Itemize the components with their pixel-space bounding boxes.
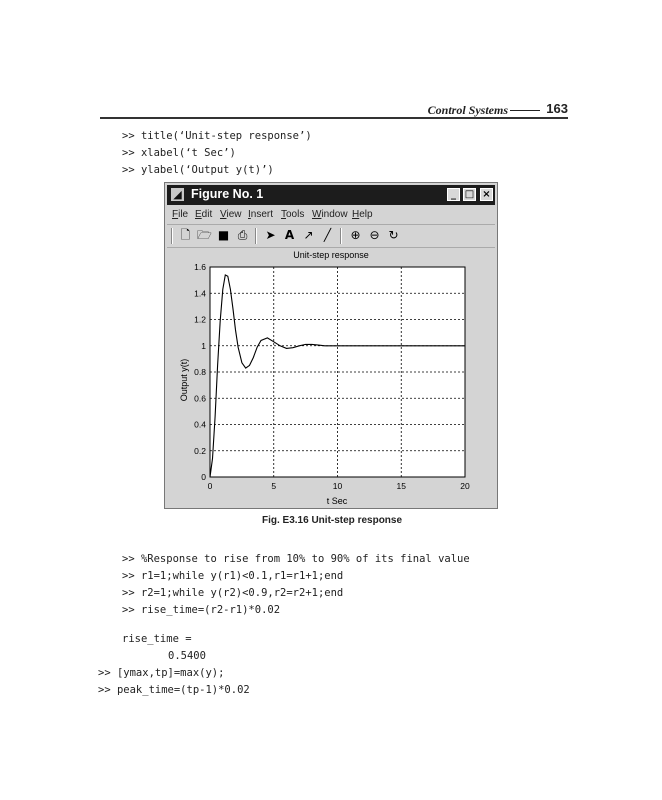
y-tick-label: 0.8: [194, 367, 206, 377]
code-block-peak-time: [98, 665, 250, 699]
zoom-in-icon[interactable]: ⊕: [350, 228, 361, 242]
toolbar-separator: [171, 228, 173, 244]
plot-area: [165, 247, 497, 509]
y-tick-label: 0.4: [194, 419, 206, 430]
pointer-icon[interactable]: ➤: [265, 228, 276, 242]
new-file-icon[interactable]: 🗋: [180, 228, 191, 242]
window-titlebar: [167, 185, 495, 205]
x-tick-label: 20: [460, 481, 470, 491]
x-axis-label: t Sec: [326, 496, 348, 506]
y-tick-label: 0.6: [194, 393, 206, 404]
chart-title: Unit-step response: [293, 250, 369, 260]
rise-time-output-value: 0.5400: [168, 650, 206, 662]
code-block-rise-time: [122, 551, 470, 619]
save-icon[interactable]: ■: [217, 228, 230, 242]
toolbar-separator: [340, 228, 342, 244]
menu-insert[interactable]: Insert: [248, 209, 274, 220]
code-line: >> ylabel(‘Output y(t)’): [122, 164, 274, 176]
menu-help[interactable]: Help: [352, 209, 373, 220]
zoom-out-icon[interactable]: ⊖: [369, 228, 380, 242]
y-tick-label: 0.2: [194, 445, 206, 456]
menu-window[interactable]: Window: [312, 209, 348, 220]
code-line: >> [ymax,tp]=max(y);: [98, 667, 225, 679]
y-tick-label: 1.6: [194, 262, 206, 272]
rotate-icon[interactable]: ↻: [388, 228, 399, 242]
code-line: >> r2=1;while y(r2)<0.9,r2=r2+1;end: [122, 587, 344, 599]
header-rule: [100, 117, 568, 119]
menu-view[interactable]: View: [220, 209, 242, 220]
text-icon[interactable]: A: [284, 228, 295, 242]
y-tick-label: 1.4: [194, 288, 206, 299]
rise-time-output-label: rise_time =: [122, 633, 192, 645]
code-line: >> r1=1;while y(r1)<0.1,r1=r1+1;end: [122, 570, 344, 582]
x-tick-label: 0: [207, 481, 213, 491]
y-axis-label: Output y(t): [179, 358, 189, 402]
running-title: Control Systems: [427, 103, 508, 117]
page-number: 163: [546, 101, 568, 116]
arrow-icon[interactable]: ↗: [303, 228, 314, 242]
y-tick-label: 1.2: [194, 314, 206, 325]
line-icon[interactable]: ╱: [323, 228, 332, 242]
maximize-icon[interactable]: □: [464, 189, 475, 200]
y-tick-label: 1: [201, 340, 206, 351]
open-folder-icon[interactable]: 🗁: [197, 228, 212, 242]
toolbar-separator: [255, 228, 257, 244]
window-title: Figure No. 1: [191, 187, 264, 201]
code-line: >> title(‘Unit-step response’): [122, 130, 312, 142]
x-tick-label: 10: [332, 481, 343, 491]
code-line: >> xlabel(‘t Sec’): [122, 147, 236, 159]
figure-caption: Fig. E3.16 Unit-step response: [262, 515, 403, 526]
code-line: >> %Response to rise from 10% to 90% of its final value: [122, 553, 470, 565]
page-header: [100, 100, 568, 122]
matlab-figure-icon: ◢: [171, 188, 184, 201]
close-icon[interactable]: ×: [480, 188, 493, 201]
y-tick-label: 0: [201, 472, 206, 482]
menu-bar: [167, 206, 495, 223]
code-line: >> rise_time=(r2-r1)*0.02: [122, 604, 281, 616]
menu-tools[interactable]: Tools: [281, 209, 305, 220]
code-block-top: [122, 128, 312, 179]
x-tick-label: 5: [271, 481, 277, 491]
figure-window: [164, 182, 498, 509]
menu-file[interactable]: File: [172, 209, 189, 220]
header-dash: [510, 110, 540, 111]
minimize-icon[interactable]: _: [447, 188, 460, 201]
figure-toolbar: [167, 224, 495, 248]
code-line: >> peak_time=(tp-1)*0.02: [98, 684, 250, 696]
menu-edit[interactable]: Edit: [195, 209, 213, 220]
print-icon[interactable]: ⎙: [237, 228, 248, 242]
x-tick-label: 15: [396, 481, 406, 491]
